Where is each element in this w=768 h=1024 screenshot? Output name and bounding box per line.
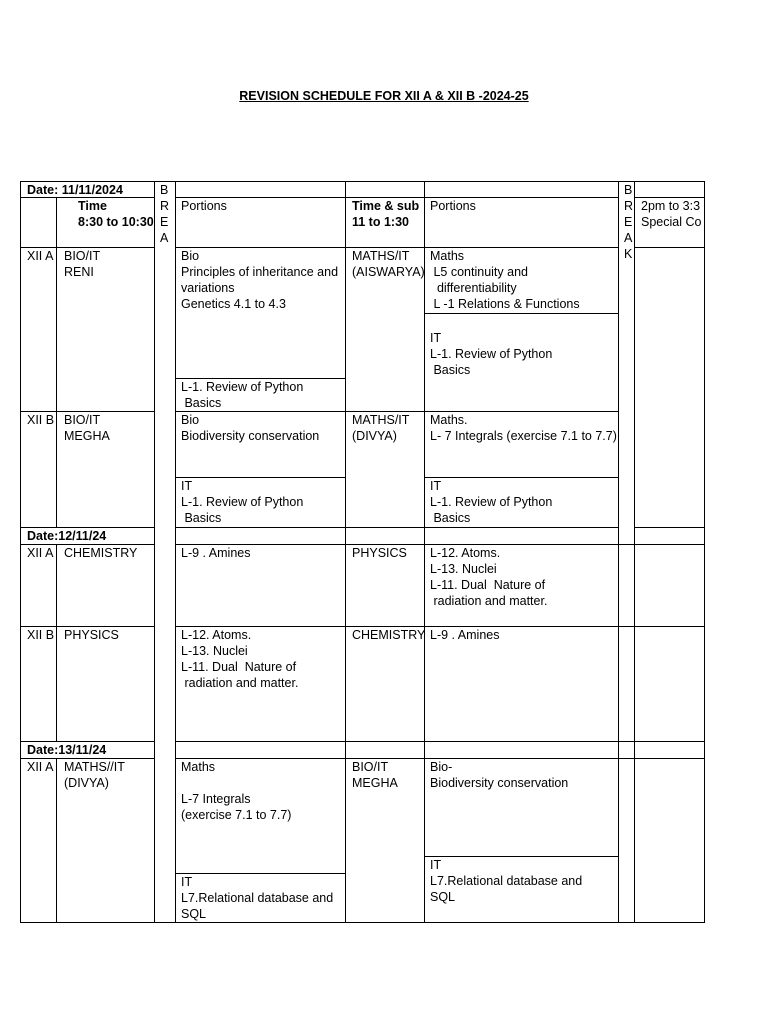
- portion-line: L-13. Nuclei: [430, 562, 497, 576]
- subject: CHEMISTRY: [352, 628, 426, 642]
- page-title: REVISION SCHEDULE FOR XII A & XII B -2024-25: [239, 89, 529, 103]
- row-line: [424, 313, 618, 314]
- time-sub-value: 11 to 1:30: [352, 215, 409, 229]
- class-label: XII A: [27, 249, 54, 263]
- portion-line: Bio-: [430, 760, 453, 774]
- portion-line: L7.Relational database and: [181, 891, 334, 905]
- col-line: [634, 181, 635, 923]
- break-letter: A: [160, 231, 169, 245]
- teacher: (DIVYA): [352, 429, 397, 443]
- subject: PHYSICS: [64, 628, 119, 642]
- portion-line: L-1. Review of Python: [430, 495, 553, 509]
- col-line: [175, 181, 176, 923]
- portion-line: radiation and matter.: [430, 594, 548, 608]
- portions-header: Portions: [430, 199, 476, 213]
- subject: BIO/IT: [64, 249, 101, 263]
- portion-line: SQL: [430, 890, 456, 904]
- subject: MATHS/IT: [352, 249, 410, 263]
- class-label: XII A: [27, 546, 54, 560]
- teacher: (DIVYA): [64, 776, 109, 790]
- portion-line: IT: [430, 479, 442, 493]
- portion-line: Maths: [181, 760, 216, 774]
- subject: PHYSICS: [352, 546, 407, 560]
- portion-line: Basics: [430, 511, 471, 525]
- row-line: [175, 873, 345, 874]
- break-letter: R: [160, 199, 170, 213]
- class-label: XII A: [27, 760, 54, 774]
- row-line: [175, 477, 345, 478]
- portion-line: L5 continuity and: [430, 265, 528, 279]
- special-label: Special Co: [641, 215, 702, 229]
- class-label: XII B: [27, 628, 55, 642]
- portion-line: Maths.: [430, 413, 468, 427]
- col-line: [20, 181, 21, 923]
- portion-line: L7.Relational database and: [430, 874, 583, 888]
- portion-line: L-1. Review of Python: [181, 380, 304, 394]
- break-letter: E: [624, 215, 633, 229]
- date-label: Date: 11/11/2024: [27, 183, 123, 197]
- break-letter: K: [624, 247, 633, 261]
- portion-line: L-13. Nuclei: [181, 644, 248, 658]
- portion-line: Maths: [430, 249, 465, 263]
- portion-line: Principles of inheritance and: [181, 265, 339, 279]
- subject: MATHS/IT: [352, 413, 410, 427]
- date-label: Date:13/11/24: [27, 743, 107, 757]
- portion-line: L- 7 Integrals (exercise 7.1 to 7.7): [430, 429, 617, 443]
- class-label: XII B: [27, 413, 55, 427]
- subject: MATHS//IT: [64, 760, 125, 774]
- portion-line: L-12. Atoms.: [181, 628, 252, 642]
- break-letter: B: [160, 183, 169, 197]
- col-line: [618, 181, 619, 923]
- row-line: [175, 527, 618, 528]
- teacher: RENI: [64, 265, 94, 279]
- teacher: MEGHA: [352, 776, 398, 790]
- special-time: 2pm to 3:3: [641, 199, 701, 213]
- portion-line: IT: [181, 875, 193, 889]
- row-line: [20, 922, 704, 923]
- row-line: [634, 247, 704, 248]
- portion-line: L-7 Integrals: [181, 792, 251, 806]
- col-line: [154, 181, 155, 923]
- portion-line: L-11. Dual Nature of: [181, 660, 297, 674]
- break-letter: E: [160, 215, 169, 229]
- portion-line: Basics: [430, 363, 471, 377]
- break-letter: R: [624, 199, 634, 213]
- portion-line: Biodiversity conservation: [430, 776, 569, 790]
- portion-line: L-12. Atoms.: [430, 546, 501, 560]
- subject: BIO/IT: [64, 413, 101, 427]
- portion-line: Genetics 4.1 to 4.3: [181, 297, 286, 311]
- portion-line: IT: [181, 479, 193, 493]
- row-line: [175, 741, 704, 742]
- portion-line: (exercise 7.1 to 7.7): [181, 808, 292, 822]
- portion-line: differentiability: [430, 281, 517, 295]
- break-letter: B: [624, 183, 633, 197]
- teacher: (AISWARYA): [352, 265, 425, 279]
- portion-line: Biodiversity conservation: [181, 429, 320, 443]
- portion-line: Bio: [181, 413, 200, 427]
- portion-line: IT: [430, 331, 442, 345]
- col-line: [56, 544, 57, 742]
- portion-line: variations: [181, 281, 235, 295]
- portions-header: Portions: [181, 199, 227, 213]
- col-line: [345, 181, 346, 923]
- subject: CHEMISTRY: [64, 546, 138, 560]
- col-line: [704, 181, 705, 923]
- portion-line: Basics: [181, 396, 222, 410]
- portion-line: L-11. Dual Nature of: [430, 578, 546, 592]
- time-label: Time: [78, 199, 107, 213]
- portion-line: Bio: [181, 249, 200, 263]
- subject: BIO/IT: [352, 760, 389, 774]
- portion-line: L-1. Review of Python: [430, 347, 553, 361]
- teacher: MEGHA: [64, 429, 110, 443]
- date-label: Date:12/11/24: [27, 529, 107, 543]
- break-letter: A: [624, 231, 633, 245]
- time-value: 8:30 to 10:30: [78, 215, 154, 229]
- portion-line: L-1. Review of Python: [181, 495, 304, 509]
- portion-line: radiation and matter.: [181, 676, 299, 690]
- portion-line: Basics: [181, 511, 222, 525]
- portion-line: SQL: [181, 907, 207, 921]
- row-line: [424, 856, 618, 857]
- portion-line: L-9 . Amines: [430, 628, 500, 642]
- row-line: [424, 477, 618, 478]
- row-line: [634, 527, 704, 528]
- col-line: [56, 197, 57, 528]
- col-line: [424, 181, 425, 923]
- portion-line: L-9 . Amines: [181, 546, 251, 560]
- portion-line: L -1 Relations & Functions: [430, 297, 580, 311]
- time-sub-label: Time & sub: [352, 199, 420, 213]
- col-line: [56, 758, 57, 923]
- portion-line: IT: [430, 858, 442, 872]
